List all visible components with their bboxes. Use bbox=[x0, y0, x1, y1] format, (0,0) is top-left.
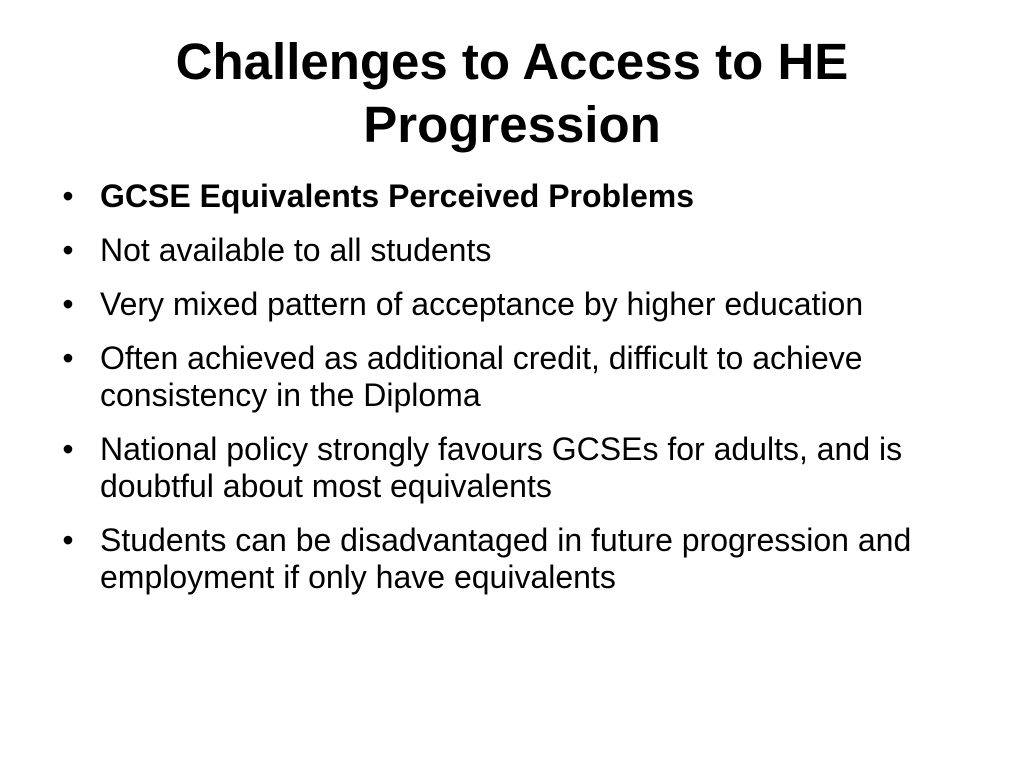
bullet-text: National policy strongly favours GCSEs for adults, and is doubtful about most equivalents bbox=[100, 431, 903, 504]
bullet-item bbox=[58, 286, 978, 323]
bullet-dot-icon: • bbox=[62, 286, 74, 322]
bullet-list bbox=[58, 178, 978, 613]
bullet-dot-icon: • bbox=[62, 522, 74, 558]
bullet-text: Often achieved as additional credit, difficult to achieve consistency in the Diploma bbox=[100, 340, 863, 413]
bullet-item bbox=[58, 232, 978, 269]
bullet-dot-icon: • bbox=[62, 431, 74, 467]
bullet-item bbox=[58, 522, 978, 596]
bullet-item bbox=[58, 178, 978, 215]
bullet-text: Students can be disadvantaged in future progression and employment if only have equivalents bbox=[100, 522, 912, 595]
bullet-text: Very mixed pattern of acceptance by higher education bbox=[100, 286, 864, 322]
bullet-text: Not available to all students bbox=[100, 232, 492, 268]
bullet-text: GCSE Equivalents Perceived Problems bbox=[100, 178, 695, 214]
bullet-dot-icon: • bbox=[62, 178, 74, 214]
slide-title: Challenges to Access to HE Progression bbox=[175, 33, 849, 153]
bullet-item bbox=[58, 431, 978, 505]
bullet-item bbox=[58, 340, 978, 414]
bullet-dot-icon: • bbox=[62, 232, 74, 268]
bullet-dot-icon: • bbox=[62, 340, 74, 376]
